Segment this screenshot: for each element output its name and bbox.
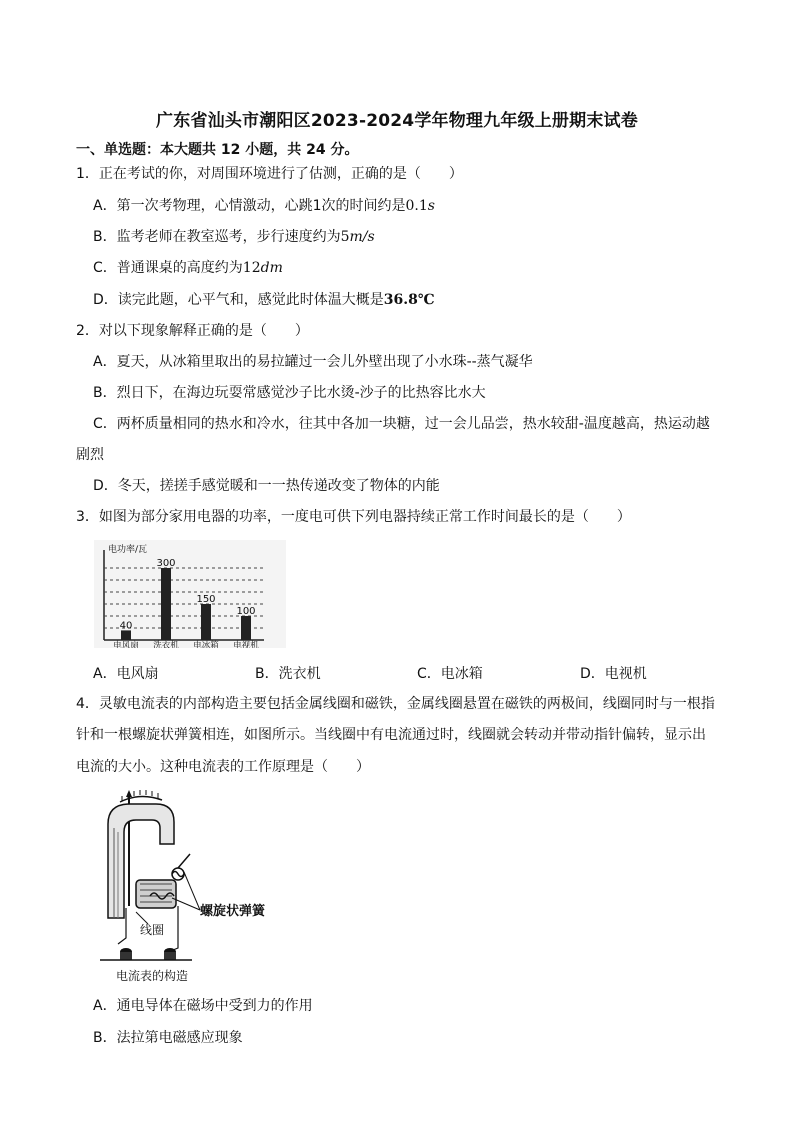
label-coil: 线圈 (140, 923, 165, 937)
category-label-3: 电视机 (233, 641, 259, 648)
section-heading: 一、单选题：本大题共 12 小题，共 24 分。 (76, 142, 359, 158)
power-bar-chart (94, 540, 286, 648)
figure-caption: 电流表的构造 (116, 969, 189, 983)
question-1-option-d[interactable]: D．读完此题，心平气和，感觉此时体温大概是36.8℃ (93, 292, 435, 308)
question-4-stem-line-3: 电流的大小。这种电流表的工作原理是（ ） (76, 759, 370, 775)
question-3-option-b[interactable]: B．洗衣机 (255, 666, 321, 682)
question-3-option-a[interactable]: A．电风扇 (93, 666, 159, 682)
question-2-option-b[interactable]: B．烈日下，在海边玩耍常感觉沙子比水烫-沙子的比热容比水大 (93, 385, 486, 401)
question-2-option-c[interactable]: C．两杯质量相同的热水和冷水，往其中各加一块糖，过一会儿品尝，热水较甜-温度越高，热运动越 (93, 416, 710, 432)
question-2-option-d[interactable]: D．冬天，搓搓手感觉暖和一一热传递改变了物体的内能 (93, 478, 440, 494)
question-4-stem-line-1: 4．灵敏电流表的内部构造主要包括金属线圈和磁铁，金属线圈悬置在磁铁的两极间，线圈同时与一根指 (76, 696, 715, 712)
bar-value-label-2: 150 (196, 594, 216, 605)
gridlines (104, 568, 264, 628)
bar-value-label-3: 100 (236, 606, 256, 617)
bar-chart-svg (94, 540, 286, 648)
bar-2 (201, 604, 211, 640)
bar-value-label-1: 300 (156, 558, 176, 569)
question-1-option-b[interactable]: B．监考老师在教室巡考，步行速度约为5m/s (93, 229, 375, 245)
galvanometer-figure (96, 788, 286, 988)
y-axis-label: 电功率/瓦 (108, 545, 148, 555)
label-spring: 螺旋状弹簧 (200, 904, 266, 919)
question-4-stem-line-2: 针和一根螺旋状弹簧相连，如图所示。当线圈中有电流通过时，线圈就会转动并带动指针偏转，显示出 (76, 727, 706, 743)
bar-value-label-0: 40 (119, 620, 133, 632)
dial-scale (120, 796, 162, 802)
question-3-option-c[interactable]: C．电冰箱 (417, 666, 483, 682)
question-2-option-c-cont: 剧烈 (76, 447, 104, 463)
value-labels (120, 558, 256, 631)
question-3-stem: 3．如图为部分家用电器的功率，一度电可供下列电器持续正常工作时间最长的是（ ） (76, 509, 631, 525)
category-label-0: 电风扇 (113, 641, 139, 648)
question-1-option-a[interactable]: A．第一次考物理，心情激动，心跳1次的时间约是0.1s (93, 198, 435, 214)
question-2-stem: 2．对以下现象解释正确的是（ ） (76, 323, 309, 339)
page-title: 广东省汕头市潮阳区2023-2024学年物理九年级上册期末试卷 (156, 111, 638, 131)
galvanometer-diagram (96, 788, 286, 988)
category-label-1: 洗衣机 (153, 641, 179, 648)
pointer-tip-icon (126, 790, 132, 797)
category-label-2: 电冰箱 (193, 641, 219, 648)
question-1-option-c[interactable]: C．普通课桌的高度约为12dm (93, 260, 283, 276)
bar-1 (161, 568, 171, 640)
question-3-options (93, 663, 733, 683)
bar-0 (121, 630, 131, 640)
question-2-option-a[interactable]: A．夏天，从冰箱里取出的易拉罐过一会儿外壁出现了小水珠--蒸气凝华 (93, 354, 533, 370)
question-1-stem: 1．正在考试的你，对周围环境进行了估测，正确的是（ ） (76, 166, 463, 182)
bar-3 (241, 616, 251, 640)
question-4-option-a[interactable]: A．通电导体在磁场中受到力的作用 (93, 998, 313, 1014)
question-3-option-d[interactable]: D．电视机 (580, 666, 647, 682)
question-4-option-b[interactable]: B．法拉第电磁感应现象 (93, 1030, 243, 1046)
